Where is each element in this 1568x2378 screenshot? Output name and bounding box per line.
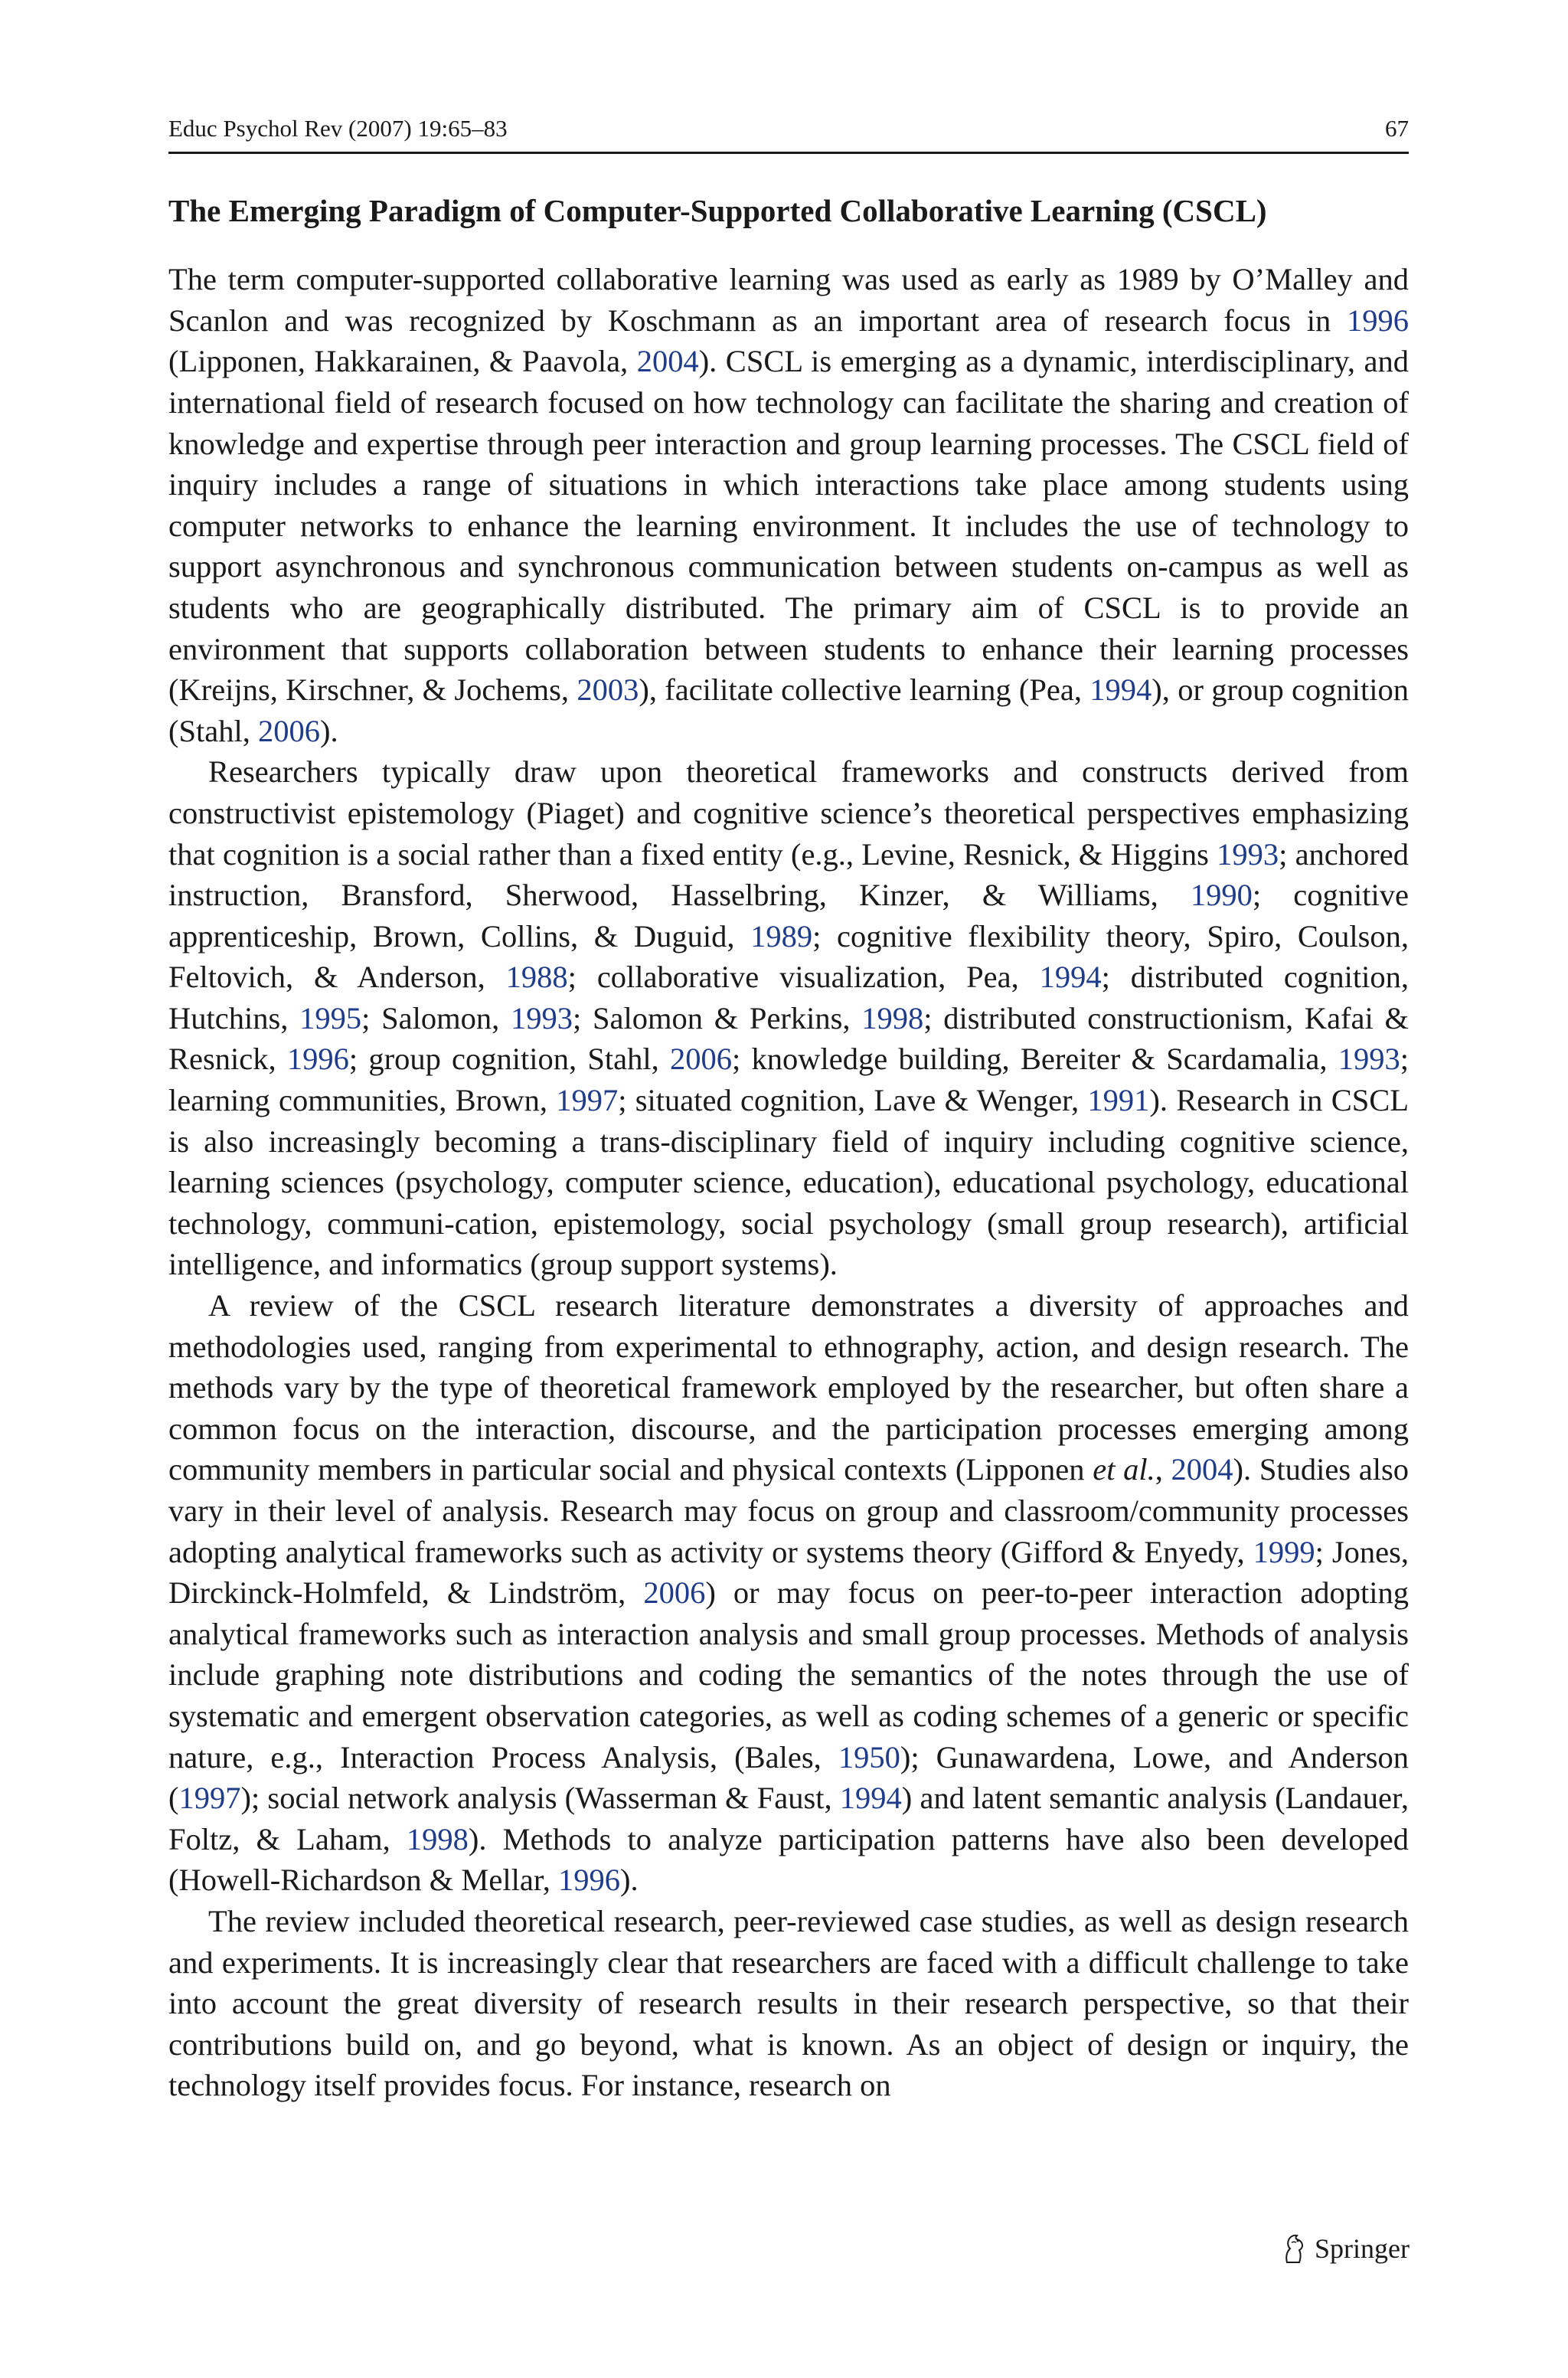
body-text: ) or may focus on peer-to-peer interaction adopting analytical frameworks such as interaction analysis and small group processes. Methods of analysis include graphing note distributions and coding the semantics of the notes through the use of systematic and emergent observation categories, as well as coding schemes of a generic or specific nature, e.g., Interaction Process Analysis, (Bales, bbox=[168, 1575, 1410, 1775]
citation-link[interactable]: 1988 bbox=[505, 960, 568, 995]
body-text: ; knowledge building, Bereiter & Scardamalia, bbox=[732, 1042, 1338, 1077]
citation-link[interactable]: 1994 bbox=[1039, 960, 1102, 995]
body-text: ), or group cognition (Stahl, bbox=[168, 672, 1409, 748]
citation-link[interactable]: 2004 bbox=[636, 344, 699, 379]
body-text: ; collaborative visualization, Pea, bbox=[567, 960, 1040, 995]
paragraph-2 bbox=[168, 751, 1409, 1285]
body-text: ; cognitive apprenticeship, Brown, Collins, & Duguid, bbox=[168, 878, 1409, 953]
citation-link[interactable]: 1994 bbox=[839, 1781, 902, 1816]
citation-link[interactable]: 1998 bbox=[406, 1821, 469, 1856]
citation-link[interactable]: 1993 bbox=[1338, 1042, 1400, 1077]
paragraph-3 bbox=[168, 1285, 1409, 1901]
citation-link[interactable]: 1999 bbox=[1253, 1534, 1315, 1569]
running-head bbox=[168, 115, 1409, 154]
italic-text: et al. bbox=[1093, 1452, 1155, 1487]
body-text: Researchers typically draw upon theoretical frameworks and constructs derived from constructivist epistemology (Piaget) and cognitive science’s theoretical perspectives emphasizing that cognition is a social rather than a fixed entity (e.g., Levine, Resnick, & Higgins bbox=[168, 754, 1409, 872]
body-text: The term computer-supported collaborative learning was used as early as 1989 by O’Malley and Scanlon and was recognized by Koschmann as an important area of research focus in bbox=[168, 262, 1409, 338]
citation-link[interactable]: 1991 bbox=[1087, 1083, 1150, 1118]
citation-link[interactable]: 2006 bbox=[643, 1575, 706, 1611]
citation-link[interactable]: 1996 bbox=[558, 1863, 620, 1898]
citation-link[interactable]: 1997 bbox=[178, 1781, 241, 1816]
publisher-name: Springer bbox=[1315, 2233, 1410, 2264]
citation-link[interactable]: 2004 bbox=[1171, 1452, 1233, 1487]
citation-link[interactable]: 2003 bbox=[577, 672, 639, 708]
journal-citation: Educ Psychol Rev (2007) 19:65–83 bbox=[168, 115, 508, 142]
body-text: ; Salomon & Perkins, bbox=[572, 1000, 862, 1035]
citation-link[interactable]: 1990 bbox=[1190, 878, 1253, 913]
page-number: 67 bbox=[1385, 115, 1409, 142]
body-text: ; distributed constructionism, Kafai & Resnick, bbox=[168, 1000, 1410, 1077]
citation-link[interactable]: 1996 bbox=[286, 1042, 349, 1077]
body-text: ; distributed cognition, Hutchins, bbox=[168, 960, 1410, 1035]
citation-link[interactable]: 2006 bbox=[670, 1042, 733, 1077]
body-text: ); Gunawardena, Lowe, and Anderson ( bbox=[168, 1739, 1409, 1816]
body-text: ). bbox=[320, 713, 338, 748]
body-text: The review included theoretical research, peer-reviewed case studies, as well as design research and experiments. It is increasingly clear that researchers are faced with a difficult challenge to take into account the great diversity of research results in their research perspective, so that their contributions build on, and go beyond, what is known. As an object of design or inquiry, the technology itself provides focus. For instance, research on bbox=[168, 1903, 1409, 2103]
body-text: ), facilitate collective learning (Pea, bbox=[639, 672, 1090, 708]
citation-link[interactable]: 1993 bbox=[1217, 836, 1279, 872]
body-text: ; anchored instruction, Bransford, Sherwood, Hasselbring, Kinzer, & Williams, bbox=[168, 836, 1409, 913]
citation-link[interactable]: 1950 bbox=[838, 1739, 900, 1775]
publisher-footer bbox=[1281, 2232, 1410, 2265]
body-text: ); social network analysis (Wasserman & Faust, bbox=[240, 1781, 840, 1816]
body-text: ; Jones, Dirckinck-Holmfeld, & Lindström, bbox=[168, 1534, 1409, 1611]
body-text: ; group cognition, Stahl, bbox=[348, 1042, 671, 1077]
body-text: ; cognitive flexibility theory, Spiro, Coulson, Feltovich, & Anderson, bbox=[168, 918, 1409, 995]
citation-link[interactable]: 2006 bbox=[258, 713, 320, 748]
paragraph-4 bbox=[168, 1901, 1409, 2106]
body-text: , bbox=[1155, 1452, 1171, 1487]
body-text: ; Salomon, bbox=[361, 1000, 511, 1035]
body-text: ) and latent semantic analysis (Landauer, Foltz, & Laham, bbox=[168, 1781, 1409, 1856]
citation-link[interactable]: 1996 bbox=[1347, 303, 1409, 338]
body-text: (Lipponen, Hakkarainen, & Paavola, bbox=[168, 344, 637, 379]
citation-link[interactable]: 1993 bbox=[510, 1000, 573, 1035]
body-text: A review of the CSCL research literature demonstrates a diversity of approaches and methodologies used, ranging from experimental to ethnography, action, and design research. The methods vary by the type of theoretical framework employed by the researcher, but often share a common focus on the interaction, discourse, and the participation processes emerging among community members in particular social and physical contexts (Lipponen bbox=[168, 1288, 1409, 1487]
section-title: The Emerging Paradigm of Computer-Supported Collaborative Learning (CSCL) bbox=[168, 193, 1267, 228]
body-text: ). Studies also vary in their level of analysis. Research may focus on group and classroom/community processes adopting analytical frameworks such as activity or systems theory (Gifford & Enyedy, bbox=[168, 1452, 1410, 1569]
citation-link[interactable]: 1989 bbox=[750, 918, 813, 953]
paragraph-1 bbox=[168, 259, 1409, 751]
citation-link[interactable]: 1998 bbox=[861, 1000, 924, 1035]
springer-horse-icon bbox=[1281, 2233, 1307, 2264]
body-text: ; situated cognition, Lave & Wenger, bbox=[618, 1083, 1088, 1118]
body-text: ; learning communities, Brown, bbox=[168, 1042, 1409, 1118]
body-text: ). CSCL is emerging as a dynamic, interdisciplinary, and international field of research focused on how technology can facilitate the sharing and creation of knowledge and expertise through peer interaction and group learning processes. The CSCL field of inquiry includes a range of situations in which interactions take place among students using computer networks to enhance the learning environment. It includes the use of technology to support asynchronous and synchronous communication between students on-campus as well as students who are geographically distributed. The primary aim of CSCL is to provide an environment that supports collaboration between students to enhance their learning processes (Kreijns, Kirschner, & Jochems, bbox=[168, 344, 1409, 708]
body-text: ). Methods to analyze participation patterns have also been developed (Howell-Richardson & Mellar, bbox=[168, 1821, 1409, 1898]
page bbox=[168, 115, 1409, 2106]
citation-link[interactable]: 1995 bbox=[299, 1000, 362, 1035]
citation-link[interactable]: 1997 bbox=[556, 1083, 619, 1118]
body-text: ). Research in CSCL is also increasingly becoming a trans-disciplinary field of inquiry including cognitive science, learning sciences (psychology, computer science, education), educational psychology, educational technology, communi-cation, epistemology, social psychology (small group research), artificial intelligence, and informatics (group support systems). bbox=[168, 1083, 1409, 1282]
citation-link[interactable]: 1994 bbox=[1089, 672, 1152, 708]
body-text: ). bbox=[620, 1863, 639, 1898]
